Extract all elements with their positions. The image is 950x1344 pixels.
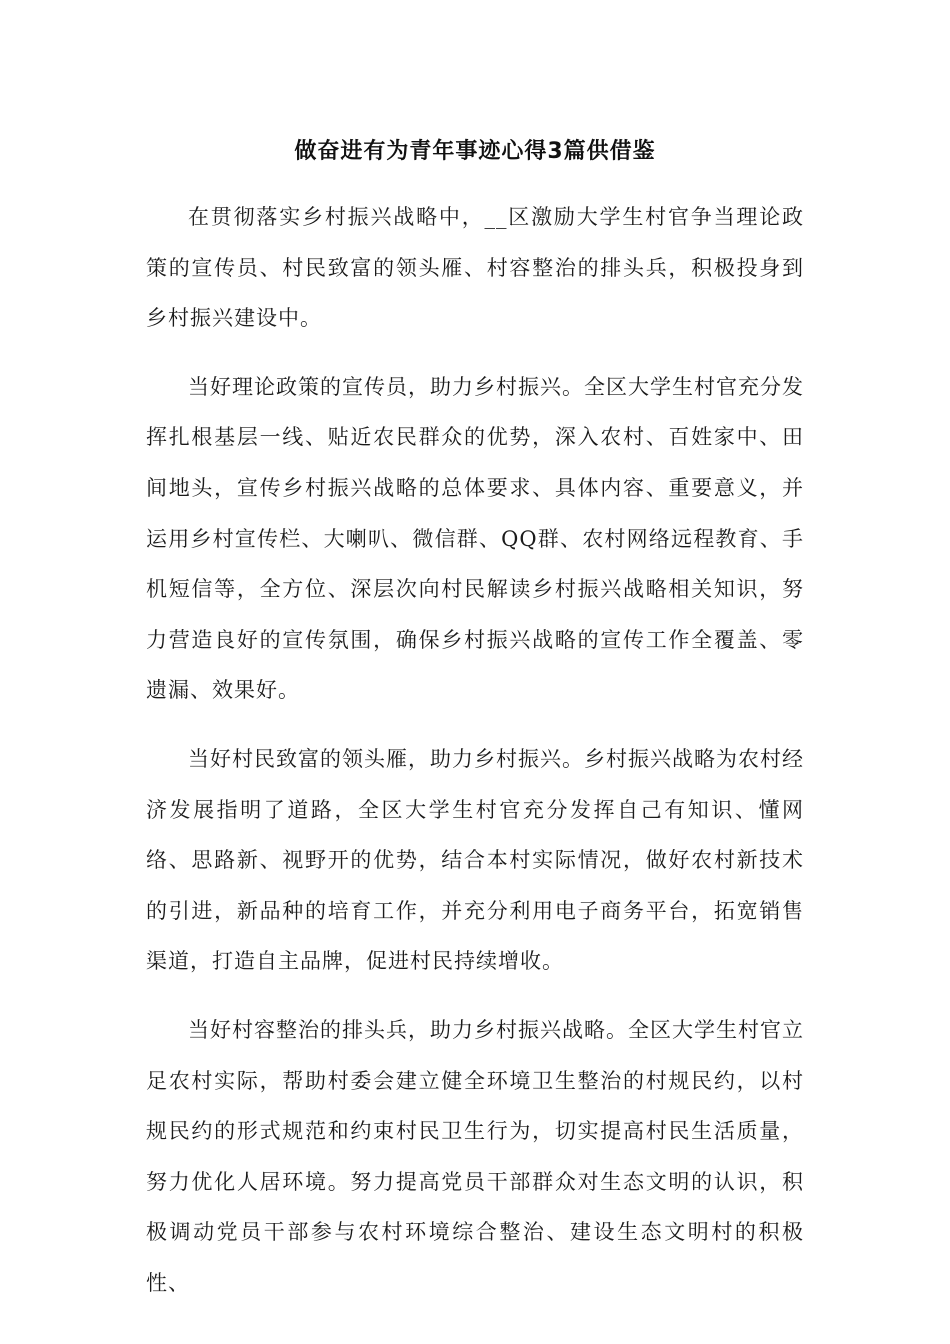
- document-body: [146, 192, 804, 1326]
- document-title: 做奋进有为青年事迹心得3篇供借鉴: [294, 139, 656, 164]
- paragraph-policy-publicist: 当好理论政策的宣传员，助力乡村振兴。全区大学生村官充分发挥扎根基层一线、贴近农民群众的优势，深入农村、百姓家中、田间地头，宣传乡村振兴战略的总体要求、具体内容、重要意义，并运用乡村宣传栏、大喇叭、微信群、QQ群、农村网络远程教育、手机短信等，全方位、深层次向村民解读乡村振兴战略相关知识，努力营造良好的宣传氛围，确保乡村振兴战略的宣传工作全覆盖、零遗漏、效果好。: [146, 374, 804, 703]
- paragraph-village-cleanup: 当好村容整治的排头兵，助力乡村振兴战略。全区大学生村官立足农村实际，帮助村委会建立健全环境卫生整治的村规民约，以村规民约的形式规范和约束村民卫生行为，切实提高村民生活质量，努力优化人居环境。努力提高党员干部群众对生态文明的认识，积极调动党员干部参与农村环境综合整治、建设生态文明村的积极性、: [146, 1017, 804, 1295]
- paragraph-intro: 在贯彻落实乡村振兴战略中，__区激励大学生村官争当理论政策的宣传员、村民致富的领头雁、村容整治的排头兵，积极投身到乡村振兴建设中。: [146, 205, 804, 331]
- paragraph-wealth-leader: 当好村民致富的领头雁，助力乡村振兴。乡村振兴战略为农村经济发展指明了道路，全区大学生村官充分发挥自己有知识、懂网络、思路新、视野开的优势，结合本村实际情况，做好农村新技术的引进，新品种的培育工作，并充分利用电子商务平台，拓宽销售渠道，打造自主品牌，促进村民持续增收。: [146, 746, 804, 974]
